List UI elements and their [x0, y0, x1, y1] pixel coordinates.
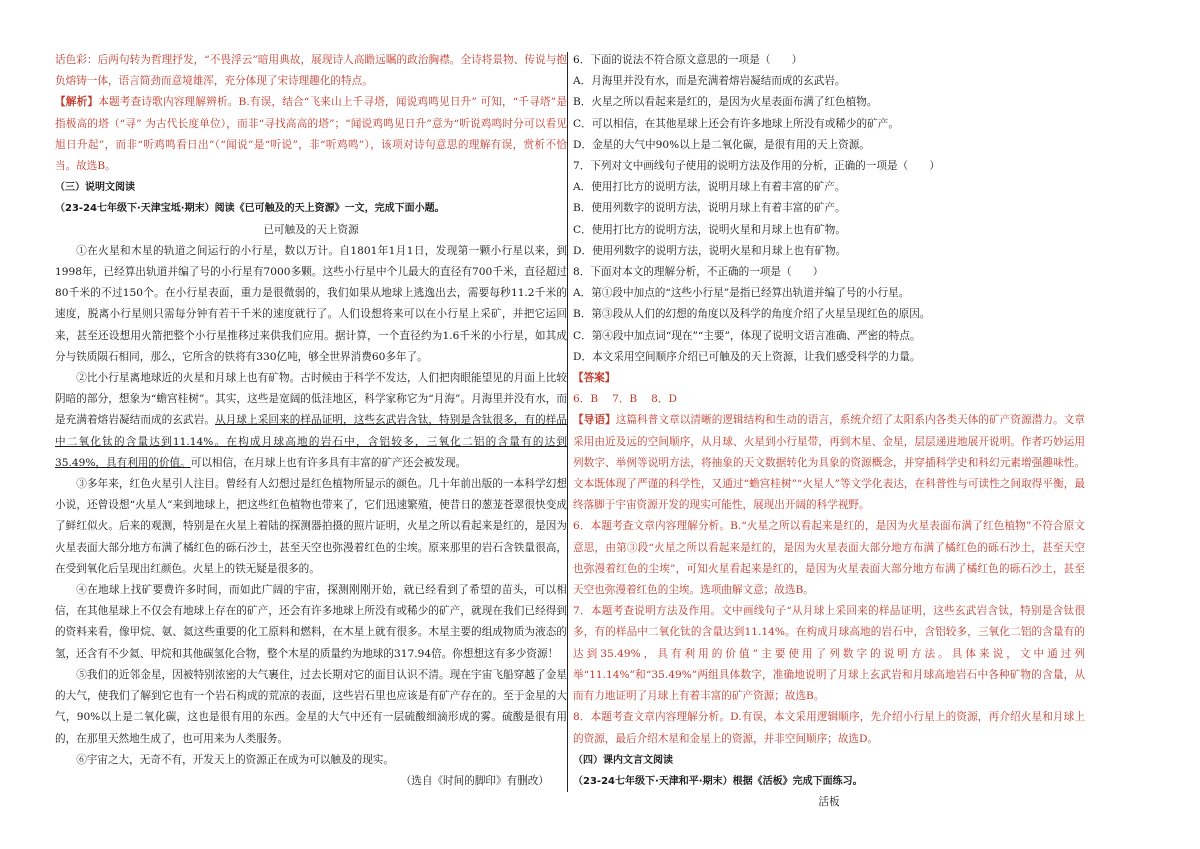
- daodu-text: 这篇科普文章以清晰的逻辑结构和生动的语言，系统介绍了太阳系内各类天体的矿产资源潜力。文章采用由近及远的空间顺序，从月球、火星到小行星带，再到木星、金星，层层递进地展开说明。作者巧妙运用列数字、举例等说明方法，将抽象的天文数据转化为具象的资源概念，并穿插科学史和科幻元素增强趣味性。文本既体现了严谨的科学性，又通过“蟾宫桂树”“火星人”等文学化表达，在科普性与可读性之间取得平衡，最终落脚于宇宙资源开发的现实可能性，展现出开阔的科学视野。: [573, 414, 1086, 512]
- q8-option-a: A．第①段中加点的“这些小行星”是指已经算出轨道并编了号的小行星。: [573, 287, 910, 300]
- question-8: 8．下面对本文的理解分析，不正确的一项是（ ）: [573, 266, 824, 279]
- paragraph-2: [55, 368, 567, 474]
- answers: 6．B 7．B 8．D: [573, 393, 677, 406]
- explanation-7: 7．本题考查说明方法及作用。文中画线句子“从月球上采回来的样品证明，这些玄武岩含钛，特别是含钛很多，有的样品中二氧化钛的含量达到11.14%。在构成月球高地的岩石中，含铝较多，三氧化二铝的含量有的达到35.49%，具有利用的价值”主要使用了列数字的说明方法。具体来说，文中通过列举“11.14%”和“35.49%”两组具体数字，准确地说明了月球上玄武岩和月球高地岩石中各种矿物的含量，从而有力地证明了月球上有着丰富的矿产资源；故选B。: [573, 605, 1085, 703]
- source-line: （23-24七年级下·天津宝坻·期末）阅读《已可触及的天上资源》一文，完成下面小题。: [55, 203, 445, 215]
- daodu-block: [573, 410, 1085, 516]
- q6-option-c: C．可以相信，在其他星球上还会有许多地球上所没有或稀少的矿产。: [573, 117, 899, 130]
- paragraph-4: ④在地球上找矿要费许多时间，而如此广阔的宇宙，探测刚刚开始，就已经看到了希望的苗头，可以相信，在其他星球上不仅会有地球上存在的矿产，还会有许多地球上所没有或稀少的矿产，就现在我们已经得到的资料来看，像甲烷、氨、氦这些重要的化工原料和燃料，在木星上就有很多。木星主要的组成物质为液态的氢，还含有不少氦、甲烷和其他碳氢化合物，整个木星的质量约为地球的317.94倍。你想想这有多少资源！: [55, 584, 567, 660]
- paragraph-5: ⑤我们的近邻金星，因被特别浓密的大气裹住，过去长期对它的面目认识不清。现在宇宙飞船穿越了金星的大气，使我们了解到它也有一个岩石构成的荒凉的表面，这些岩石里也应该是有矿产存在的。至于金星的大气，90%以上是二氧化碳，这也是很有用的东西。金星的大气中还有一层硫酸细滴形成的雾。硫酸是很有用的，在那里天然地生成了，也可用来为人类服务。: [55, 668, 567, 745]
- answer-tag: 【答案】: [573, 372, 616, 385]
- paragraph-3: ③多年来，红色火星引人注目。曾经有人幻想过是红色植物所显示的颜色。几十年前出版的一本科学幻想小说，还曾设想“火星人”来到地球上，把这些红色植物也带来了，它们迅速繁殖，使昔日的葱茏苍翠很快变成了鲜红似火。后来的观测，特别是在火星上着陆的探测器拍摄的照片证明，火星之所以看起来是红的，是因为火星表面大部分地方布满了橘红色的砾石沙土，甚至天空也弥漫着红色的尘埃。原来那里的岩石含铁量很高，在受到氧化后呈现出红颜色。火星上的铁无疑是很多的。: [55, 478, 567, 575]
- column-divider: [567, 52, 568, 792]
- q7-option-d: D．使用列数字的说明方法，说明火星和月球上也有矿物。: [573, 244, 847, 257]
- explanation-6: 6．本题考查文章内容理解分析。B.“火星之所以看起来是红的，是因为火星表面布满了红色植物”不符合原文意思，由第③段“火星之所以看起来是红的，是因为火星表面大部分地方布满了橘红色的砾石沙土，甚至天空也弥漫着红色的尘埃”，可知火星看起来是红的，是因为火星表面大部分地方布满了橘红色的砾石沙土，甚至天空也弥漫着红色的尘埃。选项曲解文意；故选B。: [573, 520, 1085, 597]
- q8-option-c: C．第④段中加点词“现在”“主要”，体现了说明文语言准确、严密的特点。: [573, 329, 921, 342]
- q8-option-d: D．本文采用空间顺序介绍已可触及的天上资源，让我们感受科学的力量。: [573, 350, 921, 363]
- explanation-8: 8．本题考查文章内容理解分析。D.有误，本文采用逻辑顺序，先介绍小行星上的资源，再介绍火星和月球上的资源，最后介绍木星和金星上的资源，并非空间顺序；故选D。: [573, 711, 1085, 745]
- paragraph-2-b: 可以相信，在月球上也有许多具有丰富的矿产还会被发现。: [190, 456, 467, 469]
- jiexi-block: [55, 92, 567, 177]
- question-7: 7．下列对文中画线句子使用的说明方法及作用的分析，正确的一项是（ ）: [573, 160, 940, 173]
- jiexi-text: 本题考查诗歌内容理解辨析。B.有误，结合“飞来山上千寻塔，闻说鸡鸣见日升” 可知，“千寻塔”是指极高的塔（“寻” 为古代长度单位），而非“寻找高高的塔”；“闻说鸡鸣见日升”意为“听说鸡鸣时分可以看见旭日升起”，而非“听鸡鸣看日出”（“闻说”是“听说”，非“听鸡鸣”），该项对诗句意思的理解有误，赏析不恰当。故选B。: [55, 96, 567, 173]
- daodu-tag: 【导语】: [573, 414, 616, 427]
- question-6: 6．下面的说法不符合原文意思的一项是（ ）: [573, 54, 803, 66]
- q6-option-a: A．月海里并没有水，而是充满着熔岩凝结而成的玄武岩。: [573, 75, 846, 88]
- paragraph-6: ⑥宇宙之大，无奇不有，开发天上的资源正在成为可以触及的现实。: [76, 753, 394, 766]
- right-column: [573, 50, 1085, 813]
- paragraph-1: ①在火星和木星的轨道之间运行的小行星，数以万计。自1801年1月1日，发现第一颗小行星以来，到1998年，已经算出轨道并编了号的小行星有7000多颗。这些小行星中个儿最大的直径有700千米，直径超过80千米的不过150个。在小行星表面，重力是很微弱的，我们如果从地球上逃逸出去，需要每秒11.2千米的速度，脱离小行星则只需每分钟有若干千米的速度就行了。人们设想将来可以在小行星上采矿，并把它运回来，甚至还设想用火箭把整个小行星推移过来供我们应用。据计算，一个直径约为1.6千米的小行星，如其成分与铁质陨石相同，那么，它所含的铁将有330亿吨，够全世界消费60多年了。: [55, 244, 567, 363]
- jiexi-tag: 【解析】: [55, 96, 99, 109]
- q7-option-a: A．使用打比方的说明方法，说明月球上有着丰富的矿产。: [573, 181, 846, 194]
- analysis-tail: 话色彩：后两句转为哲理抒发，“不畏浮云”暗用典故，展现诗人高瞻远瞩的政治胸襟。全诗将景物、传说与抱负熔铸一体，语言简劲而意境雄浑，充分体现了宋诗理趣化的特点。: [55, 54, 567, 88]
- article-title: 已可触及的天上资源: [263, 223, 359, 236]
- section-heading-4: （四）课内文言文阅读: [573, 754, 673, 766]
- source-line-2: （23-24七年级下·天津和平·期末）根据《活板》完成下面练习。: [573, 775, 863, 787]
- q7-option-c: C．使用打比方的说明方法，说明火星和月球上也有矿物。: [573, 223, 846, 236]
- left-column: [55, 50, 567, 792]
- q6-option-d: D．金星的大气中90%以上是二氧化碳，是很有用的天上资源。: [573, 138, 870, 151]
- paragraph-2-a: ②比小行星离地球近的火星和月球上也有矿物。古时候由于科学不发达，人们把肉眼能望见的月面上比较阴暗的部分，想象为“蟾宫桂树”。其实，这些是宽阔的低洼地区，科学家称它为“月海”。月海里并没有水，而是充满着熔岩凝结而成的玄武岩。: [55, 372, 567, 427]
- q8-option-b: B．第③段从人们的幻想的角度以及科学的角度介绍了火星呈现红色的原因。: [573, 308, 931, 321]
- underlined-sentence: 从月球上采回来的样品证明，这些玄武岩含钛，特别是含钛很多，有的样品中二氧化钛的含量达到11.14%。在构成月球高地的岩石中，含铝较多，三氧化二铝的含量有的达到35.49%，具有利用的价值。: [55, 414, 568, 469]
- q6-option-b: B．火星之所以看起来是红的，是因为火星表面布满了红色植物。: [573, 96, 878, 109]
- section-heading-3: （三）说明文阅读: [55, 182, 135, 194]
- citation: （选自《时间的脚印》有删改）: [400, 774, 549, 787]
- q7-option-b: B．使用列数字的说明方法，说明月球上有着丰富的矿产。: [573, 202, 846, 215]
- passage-title: 活板: [818, 796, 840, 809]
